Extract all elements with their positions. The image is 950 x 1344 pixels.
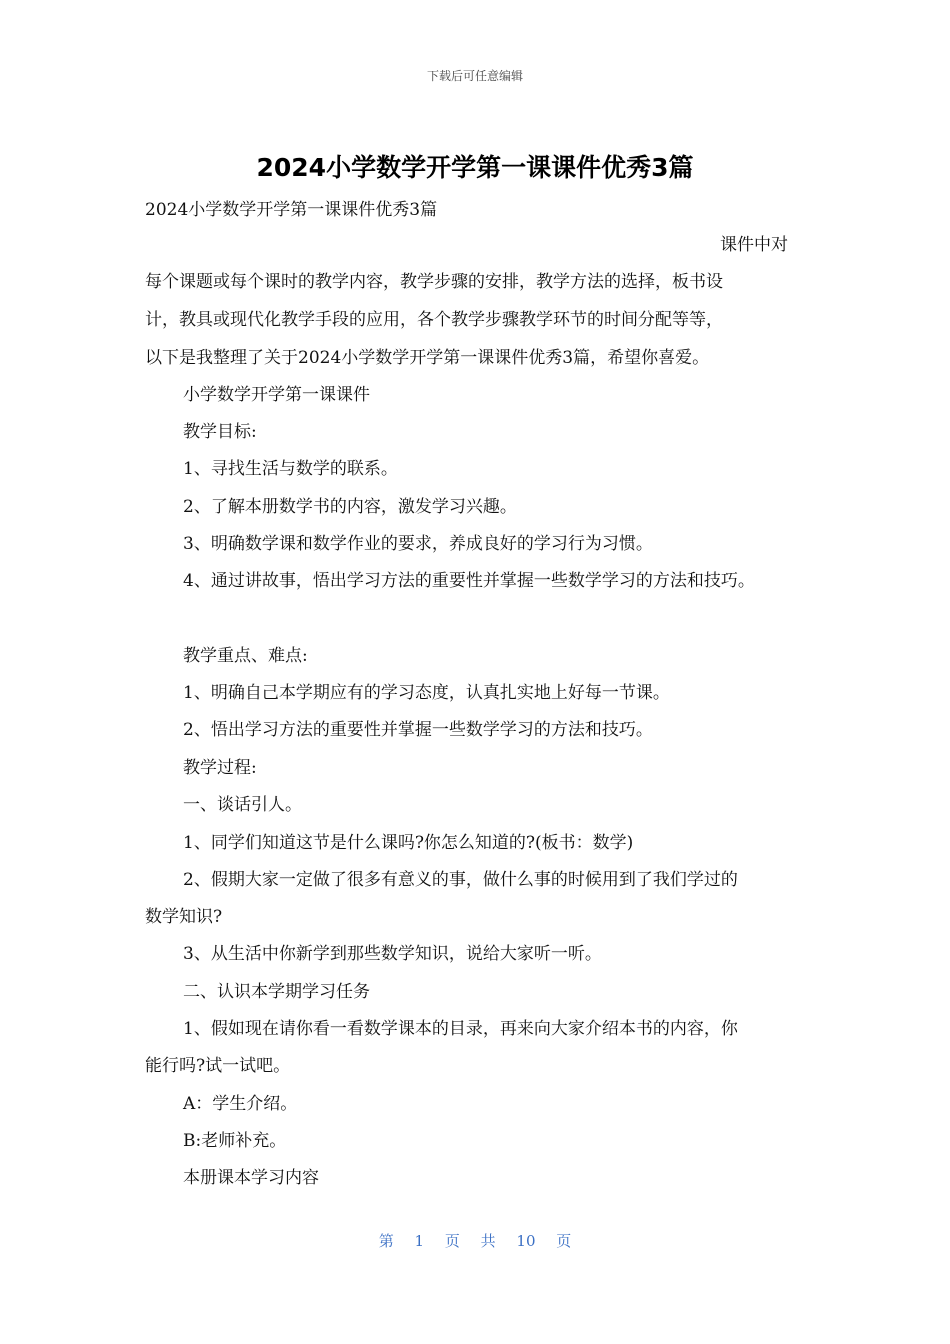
- process-item: B:老师补充。: [183, 1131, 287, 1151]
- process-item-continued: 数学知识?: [145, 907, 223, 927]
- process-heading: 教学过程:: [183, 758, 257, 778]
- intro-line: 计，教具或现代化教学手段的应用，各个教学步骤教学环节的时间分配等等，: [145, 310, 723, 330]
- process-item: 本册课本学习内容: [183, 1168, 319, 1188]
- footer-word: 页: [444, 1232, 460, 1250]
- keypoint-item: 1、明确自己本学期应有的学习态度，认真扎实地上好每一节课。: [183, 683, 670, 703]
- goal-item: 3、明确数学课和数学作业的要求，养成良好的学习行为习惯。: [183, 534, 653, 554]
- goal-item: 1、寻找生活与数学的联系。: [183, 459, 398, 479]
- intro-fragment: 课件中对: [720, 235, 788, 255]
- section-title: 小学数学开学第一课课件: [183, 385, 370, 405]
- keypoint-item: 2、悟出学习方法的重要性并掌握一些数学学习的方法和技巧。: [183, 720, 653, 740]
- process-item-continued: 能行吗?试一试吧。: [145, 1056, 291, 1076]
- intro-line: 每个课题或每个课时的教学内容，教学步骤的安排，教学方法的选择，板书设: [145, 272, 723, 292]
- total-pages: 10: [516, 1232, 536, 1250]
- footer-word: 页: [556, 1232, 572, 1250]
- process-item: A：学生介绍。: [183, 1094, 298, 1114]
- footer-word: 第: [378, 1232, 394, 1250]
- goal-item: 4、通过讲故事，悟出学习方法的重要性并掌握一些数学学习的方法和技巧。: [183, 571, 755, 591]
- process-item: 1、同学们知道这节是什么课吗?你怎么知道的?(板书：数学): [183, 833, 634, 853]
- process-item: 1、假如现在请你看一看数学课本的目录，再来向大家介绍本书的内容，你: [183, 1019, 738, 1039]
- page-number: 1: [414, 1232, 425, 1250]
- header-note: 下载后可任意编辑: [426, 69, 523, 83]
- keypoints-heading: 教学重点、难点:: [183, 646, 308, 666]
- goal-item: 2、了解本册数学书的内容，激发学习兴趣。: [183, 497, 517, 517]
- process-part: 二、认识本学期学习任务: [183, 982, 370, 1002]
- footer-word: 共: [480, 1232, 496, 1250]
- intro-line: 以下是我整理了关于2024小学数学开学第一课课件优秀3篇，希望你喜爱。: [145, 348, 710, 368]
- process-part: 一、谈话引人。: [183, 795, 302, 815]
- subtitle: 2024小学数学开学第一课课件优秀3篇: [145, 200, 438, 220]
- process-item: 3、从生活中你新学到那些数学知识，说给大家听一听。: [183, 944, 602, 964]
- page-footer: [0, 1230, 950, 1251]
- process-item: 2、假期大家一定做了很多有意义的事，做什么事的时候用到了我们学过的: [183, 870, 738, 890]
- document-title: 2024小学数学开学第一课课件优秀3篇: [256, 153, 694, 182]
- goals-heading: 教学目标:: [183, 422, 257, 442]
